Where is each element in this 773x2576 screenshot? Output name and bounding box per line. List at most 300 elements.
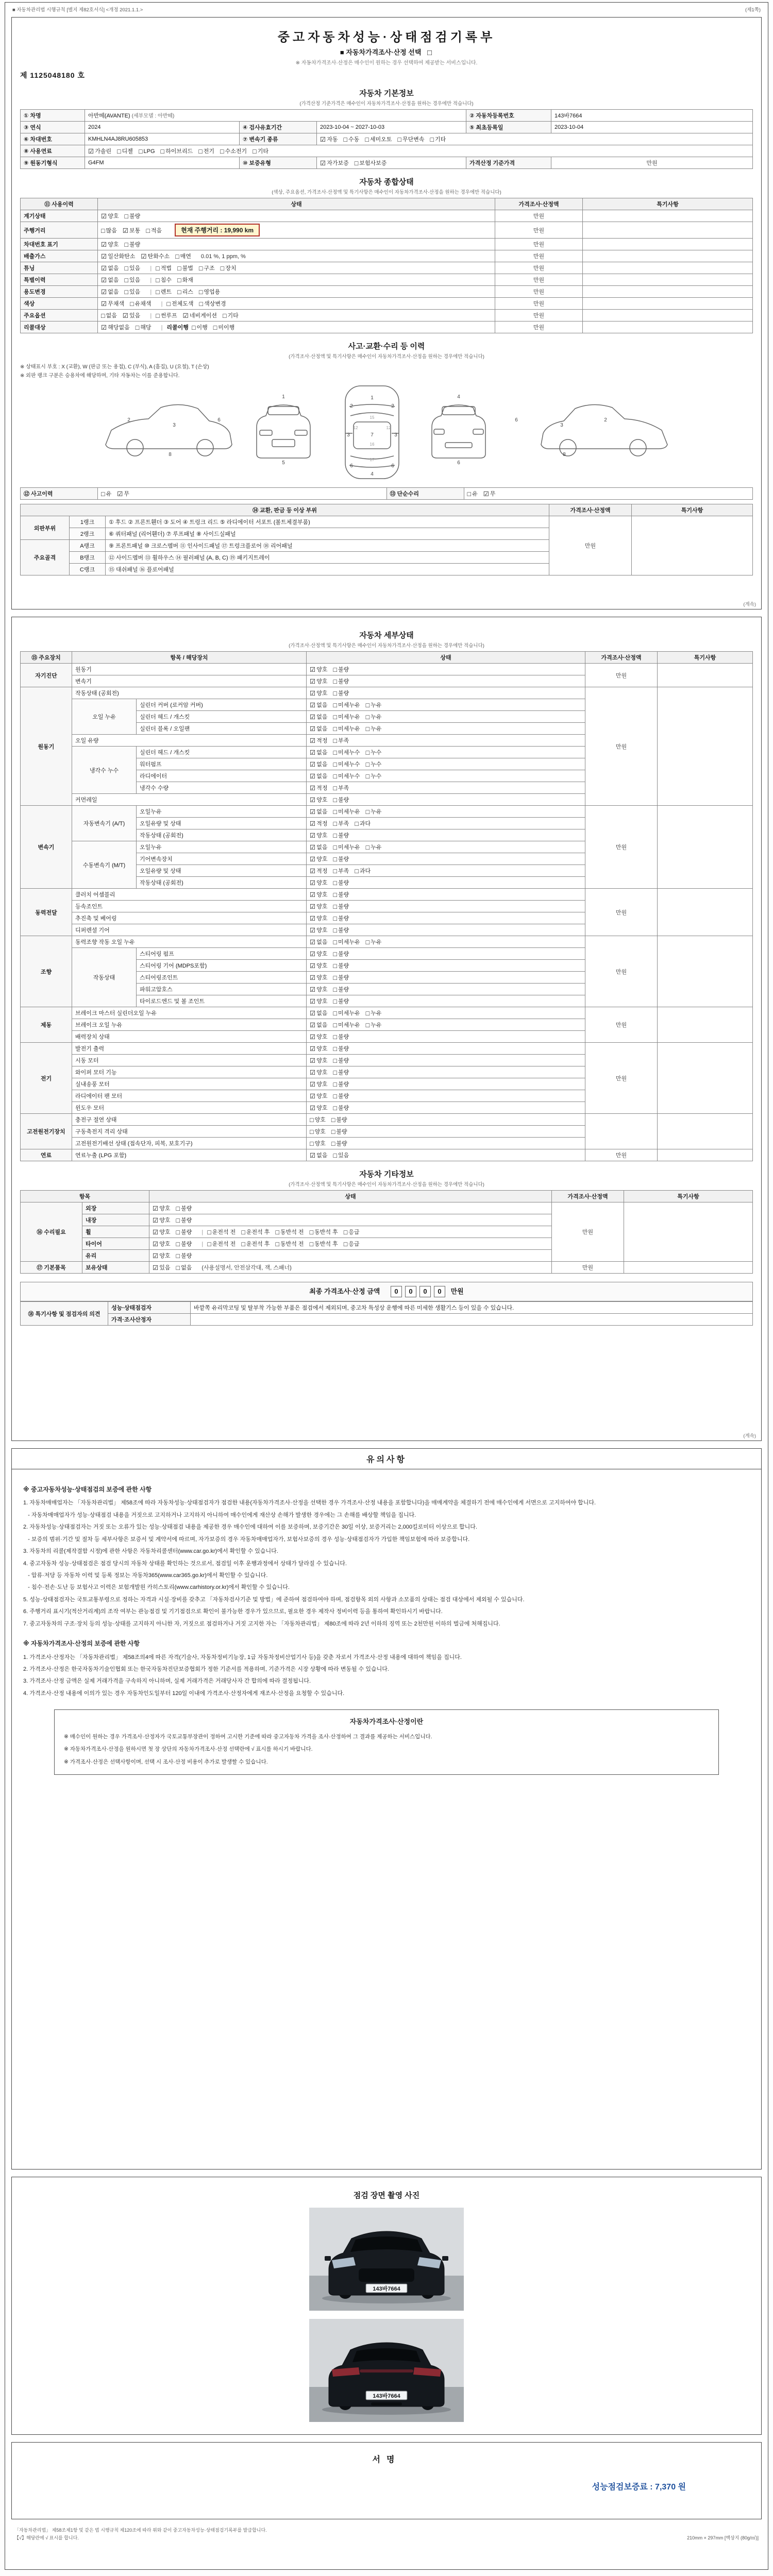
option-divider: | bbox=[201, 1241, 204, 1247]
checkbox-option[interactable] bbox=[310, 961, 327, 970]
checkbox-option[interactable] bbox=[333, 855, 349, 863]
unchecked-checkbox-icon: □ bbox=[333, 808, 338, 816]
checkbox-option[interactable] bbox=[366, 807, 382, 816]
price-adjust-cell: 만원 bbox=[585, 1149, 658, 1161]
checked-checkbox-icon: ☑ bbox=[310, 986, 316, 993]
opinion-text bbox=[191, 1314, 753, 1326]
checkbox-option[interactable] bbox=[430, 135, 446, 143]
column-header: 특기사항 bbox=[624, 1191, 753, 1202]
checkbox-option[interactable] bbox=[333, 677, 349, 685]
checkbox-option[interactable] bbox=[333, 736, 349, 744]
checkbox-option[interactable] bbox=[333, 973, 349, 981]
checkbox-option[interactable] bbox=[310, 938, 327, 946]
device-item-state bbox=[307, 782, 585, 794]
unchecked-checkbox-icon: □ bbox=[222, 312, 227, 319]
option-label: 없음 bbox=[316, 726, 328, 732]
checkbox-option[interactable] bbox=[241, 1240, 270, 1248]
option-label: 탄화수소 bbox=[147, 253, 170, 260]
misc-item-state bbox=[149, 1262, 552, 1274]
option-label: 불량 bbox=[338, 998, 349, 1005]
unchecked-checkbox-icon: □ bbox=[156, 289, 160, 296]
checkbox-option[interactable] bbox=[310, 902, 327, 910]
checkbox-option[interactable] bbox=[310, 1092, 327, 1100]
usage-history-row bbox=[21, 321, 753, 333]
unchecked-checkbox-icon: □ bbox=[333, 844, 338, 851]
checkbox-option[interactable] bbox=[310, 1139, 326, 1147]
checkbox-option[interactable] bbox=[355, 867, 371, 875]
final-price-band bbox=[20, 1282, 753, 1301]
device-item-label: 변속기 bbox=[72, 675, 307, 687]
checkbox-option[interactable] bbox=[124, 287, 140, 296]
checkbox-option[interactable] bbox=[333, 772, 360, 780]
checkbox-option[interactable] bbox=[176, 1251, 192, 1260]
option-label: 렌트 bbox=[160, 289, 172, 295]
unchecked-checkbox-icon: □ bbox=[333, 714, 338, 721]
notices-block bbox=[11, 1448, 762, 2170]
checkbox-option[interactable] bbox=[153, 1240, 170, 1248]
checkbox-option[interactable] bbox=[101, 489, 111, 498]
checkbox-option[interactable] bbox=[310, 736, 327, 744]
checkbox-option[interactable] bbox=[333, 701, 360, 709]
checked-checkbox-icon: ☑ bbox=[310, 868, 316, 875]
unchecked-checkbox-icon: □ bbox=[333, 974, 338, 981]
checkbox-option[interactable] bbox=[333, 1032, 349, 1041]
checkbox-option[interactable] bbox=[366, 1021, 382, 1029]
device-subgroup-label: 작동상태 bbox=[72, 948, 137, 1007]
svg-text:12: 12 bbox=[353, 426, 358, 430]
device-item-state bbox=[307, 1019, 585, 1031]
option-label: 있음 bbox=[129, 313, 141, 319]
option-label: 누수 bbox=[371, 750, 382, 756]
remark-cell bbox=[658, 687, 753, 806]
checkbox-option[interactable] bbox=[344, 1240, 360, 1248]
checkbox-option[interactable] bbox=[333, 665, 349, 673]
device-item-state bbox=[307, 1078, 585, 1090]
device-state-row bbox=[21, 936, 753, 948]
checkbox-option[interactable] bbox=[310, 1021, 327, 1029]
checkbox-option[interactable] bbox=[310, 950, 327, 958]
checkbox-option[interactable] bbox=[333, 867, 349, 875]
checkbox-option[interactable] bbox=[310, 997, 327, 1005]
checkbox-option[interactable] bbox=[123, 311, 140, 319]
checkbox-option[interactable] bbox=[177, 287, 193, 296]
checkbox-option[interactable] bbox=[176, 1228, 192, 1236]
checkbox-option[interactable] bbox=[397, 135, 424, 143]
option-note: ※ 자동차가격조사·산정은 매수인이 원하는 경우 선택하여 제공받는 서비스입니다. bbox=[295, 60, 478, 66]
price-adjust-cell: 만원 bbox=[495, 298, 583, 310]
device-item-state bbox=[307, 841, 585, 853]
unchecked-checkbox-icon: □ bbox=[207, 1229, 211, 1236]
option-label: 없음 bbox=[108, 265, 119, 272]
checkbox-option[interactable] bbox=[175, 252, 191, 260]
option-label: 기타 bbox=[435, 137, 446, 143]
checkbox-option[interactable] bbox=[333, 843, 360, 851]
checkbox-option[interactable] bbox=[124, 276, 140, 284]
price-adjust-cell: 만원 bbox=[549, 516, 632, 575]
usage-item-label: 튜닝 bbox=[21, 262, 98, 274]
unchecked-checkbox-icon: □ bbox=[101, 312, 105, 319]
option-label: 과다 bbox=[359, 821, 371, 827]
checkbox-option[interactable] bbox=[310, 807, 327, 816]
checkbox-option[interactable] bbox=[355, 819, 371, 827]
checkbox-option[interactable] bbox=[333, 1056, 349, 1064]
continue-marker: (계속) bbox=[743, 602, 756, 607]
checkbox-option[interactable] bbox=[310, 831, 327, 839]
checkbox-option[interactable] bbox=[146, 226, 162, 234]
checkbox-option[interactable] bbox=[101, 299, 124, 308]
checkbox-option[interactable] bbox=[333, 724, 360, 733]
price-survey-checkbox[interactable]: □ bbox=[427, 48, 432, 57]
checkbox-option[interactable] bbox=[366, 760, 382, 768]
inspection-fee bbox=[20, 2480, 753, 2492]
checkbox-option[interactable] bbox=[310, 855, 327, 863]
checkbox-option[interactable] bbox=[310, 1056, 327, 1064]
option-label: 양호 bbox=[316, 904, 328, 910]
table-row bbox=[21, 133, 753, 145]
checkbox-option[interactable] bbox=[124, 212, 140, 220]
checkbox-option[interactable] bbox=[101, 323, 130, 331]
checkbox-option[interactable] bbox=[366, 772, 382, 780]
svg-text:12: 12 bbox=[386, 426, 391, 430]
checkbox-option[interactable] bbox=[130, 299, 151, 308]
checkbox-option[interactable] bbox=[333, 997, 349, 1005]
checkbox-option[interactable] bbox=[241, 1228, 270, 1236]
option-label: 양호 bbox=[316, 1046, 328, 1052]
checkbox-option[interactable] bbox=[101, 287, 119, 296]
checkbox-option[interactable] bbox=[333, 878, 349, 887]
checkbox-option[interactable] bbox=[136, 323, 152, 331]
checkbox-option[interactable] bbox=[333, 1092, 349, 1100]
checkbox-option[interactable] bbox=[333, 831, 349, 839]
checkbox-option[interactable] bbox=[199, 264, 215, 272]
option-divider: | bbox=[150, 313, 152, 319]
checkbox-option[interactable] bbox=[333, 689, 349, 697]
checkbox-option[interactable] bbox=[366, 724, 382, 733]
checkbox-option[interactable] bbox=[117, 489, 129, 498]
checkbox-option[interactable] bbox=[117, 147, 133, 155]
checkbox-option[interactable] bbox=[333, 914, 349, 922]
device-item-label: 작동상태 (공회전) bbox=[72, 687, 307, 699]
option-label: 양호 bbox=[316, 690, 328, 697]
checkbox-option[interactable] bbox=[366, 843, 382, 851]
option-label: 미세누유 bbox=[338, 809, 360, 815]
checkbox-option[interactable] bbox=[333, 760, 360, 768]
option-label: 불량 bbox=[338, 892, 349, 898]
misc-item-state bbox=[149, 1202, 552, 1214]
checkbox-option[interactable] bbox=[101, 252, 135, 260]
checkbox-option[interactable] bbox=[123, 226, 140, 234]
checkbox-option[interactable] bbox=[310, 1044, 327, 1053]
price-adjust-cell: 만원 bbox=[585, 806, 658, 889]
option-label: 미이행 bbox=[218, 325, 235, 331]
unchecked-checkbox-icon: □ bbox=[355, 868, 359, 875]
svg-text:7: 7 bbox=[371, 432, 374, 438]
checkbox-option[interactable] bbox=[331, 1127, 347, 1136]
checkbox-option[interactable] bbox=[333, 890, 349, 899]
checkbox-option[interactable] bbox=[333, 961, 349, 970]
price-survey-option[interactable] bbox=[20, 47, 753, 57]
checkbox-option[interactable] bbox=[310, 784, 327, 792]
unchecked-checkbox-icon: □ bbox=[365, 714, 370, 721]
checkbox-option[interactable] bbox=[101, 226, 117, 234]
checked-checkbox-icon: ☑ bbox=[310, 1152, 316, 1159]
checkbox-option[interactable] bbox=[366, 713, 382, 721]
checkbox-option[interactable] bbox=[333, 807, 360, 816]
checkbox-option[interactable] bbox=[223, 311, 239, 319]
checkbox-option[interactable] bbox=[153, 1216, 170, 1224]
checkbox-option[interactable] bbox=[333, 950, 349, 958]
option-divider: | bbox=[161, 301, 163, 307]
checked-checkbox-icon: ☑ bbox=[310, 939, 316, 946]
checkbox-option[interactable] bbox=[366, 938, 382, 946]
checkbox-option[interactable] bbox=[310, 973, 327, 981]
photos-title: 점검 장면 촬영 사진 bbox=[353, 2191, 420, 2200]
checkbox-option[interactable] bbox=[177, 276, 193, 284]
checkbox-option[interactable] bbox=[310, 878, 327, 887]
misc-item-state bbox=[149, 1238, 552, 1250]
field-label: ④ 검사유효기간 bbox=[240, 122, 317, 133]
checkbox-option[interactable] bbox=[366, 1009, 382, 1017]
checkbox-option[interactable] bbox=[310, 713, 327, 721]
checkbox-option[interactable] bbox=[310, 689, 327, 697]
option-label: 불량 bbox=[338, 987, 349, 993]
checkbox-option[interactable] bbox=[366, 748, 382, 756]
checkbox-option[interactable] bbox=[310, 985, 327, 993]
option-label: 미세누유 bbox=[338, 714, 360, 720]
checkbox-option[interactable] bbox=[344, 1228, 360, 1236]
option-label: 적정 bbox=[316, 868, 328, 874]
checkbox-option[interactable] bbox=[192, 323, 208, 331]
simple-repair-label: ⑬ 단순수리 bbox=[386, 488, 464, 500]
checkbox-option[interactable] bbox=[310, 1115, 326, 1124]
checkbox-option[interactable] bbox=[156, 264, 172, 272]
option-label: 불량 bbox=[338, 1058, 349, 1064]
price-adjust-cell: 만원 bbox=[495, 250, 583, 262]
checkbox-option[interactable] bbox=[176, 1263, 192, 1272]
checkbox-option[interactable] bbox=[156, 276, 172, 284]
checkbox-option[interactable] bbox=[310, 867, 327, 875]
unchecked-checkbox-icon: □ bbox=[354, 160, 359, 167]
table-header-row bbox=[21, 652, 753, 664]
unchecked-checkbox-icon: □ bbox=[130, 300, 134, 308]
checkbox-option[interactable] bbox=[310, 914, 327, 922]
checkbox-option[interactable] bbox=[139, 148, 155, 155]
device-item-state bbox=[307, 1043, 585, 1055]
checkbox-option[interactable] bbox=[199, 299, 226, 308]
checkbox-option[interactable] bbox=[333, 1021, 360, 1029]
checkbox-option[interactable] bbox=[124, 240, 140, 248]
checkbox-option[interactable] bbox=[310, 772, 327, 780]
checked-checkbox-icon: ☑ bbox=[101, 213, 107, 220]
checkbox-option[interactable] bbox=[310, 1009, 327, 1017]
column-header: 가격조사·산정액 bbox=[585, 652, 658, 664]
checked-checkbox-icon: ☑ bbox=[310, 761, 316, 768]
checkbox-option[interactable] bbox=[101, 311, 117, 319]
notice-item: - 압류·저당 등 자동차 이력 및 등록 정보는 자동차365(www.car365.go.kr)에서 확인할 수 있습니다. bbox=[23, 1572, 268, 1579]
unchecked-checkbox-icon: □ bbox=[430, 136, 434, 143]
checkbox-option[interactable] bbox=[161, 147, 193, 155]
option-label: 없음 bbox=[316, 750, 328, 756]
unchecked-checkbox-icon: □ bbox=[333, 1033, 338, 1041]
notice-item: - 침수·전손·도난 등 보험사고 이력은 보험개발원 카히스토리(www.carhistory.or.kr)에서 확인할 수 있습니다. bbox=[23, 1584, 290, 1591]
checkbox-option[interactable] bbox=[220, 147, 247, 155]
checkbox-option[interactable] bbox=[310, 1127, 326, 1136]
unchecked-checkbox-icon: □ bbox=[333, 702, 338, 709]
checkbox-option[interactable] bbox=[310, 760, 327, 768]
checked-checkbox-icon: ☑ bbox=[310, 785, 316, 792]
checkbox-option[interactable] bbox=[101, 240, 119, 248]
checkbox-option[interactable] bbox=[310, 1080, 327, 1088]
checkbox-option[interactable] bbox=[101, 212, 119, 220]
option-label: 없음 bbox=[108, 277, 119, 283]
checkbox-option[interactable] bbox=[199, 287, 220, 296]
checked-checkbox-icon: ☑ bbox=[141, 253, 147, 260]
checkbox-option[interactable] bbox=[310, 724, 327, 733]
checkbox-option[interactable] bbox=[333, 926, 349, 934]
checkbox-option[interactable] bbox=[333, 1080, 349, 1088]
checkbox-option[interactable] bbox=[153, 1228, 170, 1236]
checkbox-option[interactable] bbox=[183, 311, 217, 319]
checkbox-option[interactable] bbox=[467, 489, 478, 498]
remark-cell bbox=[658, 664, 753, 687]
checked-checkbox-icon: ☑ bbox=[310, 832, 316, 839]
checkbox-option[interactable] bbox=[333, 748, 360, 756]
unchecked-checkbox-icon: □ bbox=[124, 241, 129, 248]
misc-item-label: 외장 bbox=[82, 1202, 149, 1214]
option-label: 있음 bbox=[338, 1153, 349, 1159]
checkbox-option[interactable] bbox=[176, 1240, 192, 1248]
checkbox-option[interactable] bbox=[310, 1104, 327, 1112]
unchecked-checkbox-icon: □ bbox=[166, 300, 171, 308]
option-label: 불량 bbox=[336, 1141, 347, 1147]
option-label: 네비게이션 bbox=[189, 313, 217, 319]
unchecked-checkbox-icon: □ bbox=[241, 1241, 245, 1248]
checkbox-option[interactable] bbox=[333, 985, 349, 993]
checkbox-option[interactable] bbox=[207, 1228, 236, 1236]
checkbox-option[interactable] bbox=[141, 252, 170, 260]
checked-checkbox-icon: ☑ bbox=[182, 312, 189, 319]
vehicle-name-value bbox=[85, 110, 466, 122]
checkbox-option[interactable] bbox=[213, 323, 234, 331]
checkbox-option[interactable] bbox=[310, 1032, 327, 1041]
opinion-row bbox=[21, 1314, 753, 1326]
device-item-label: 추진축 및 베어링 bbox=[72, 912, 307, 924]
option-label: 불량 bbox=[338, 927, 349, 934]
device-subgroup-label: 자동변속기 (A/T) bbox=[72, 806, 137, 841]
checkbox-option[interactable] bbox=[310, 926, 327, 934]
option-label: 전기 bbox=[203, 148, 215, 155]
checkbox-option[interactable] bbox=[310, 843, 327, 851]
checkbox-option[interactable] bbox=[153, 1204, 170, 1212]
checkbox-option[interactable] bbox=[333, 1151, 349, 1159]
checkbox-option[interactable] bbox=[310, 890, 327, 899]
option-label: 불량 bbox=[338, 667, 349, 673]
checkbox-option[interactable] bbox=[483, 489, 496, 498]
checkbox-option[interactable] bbox=[320, 159, 349, 167]
checkbox-option[interactable] bbox=[333, 784, 349, 792]
checkbox-option[interactable] bbox=[177, 264, 193, 272]
checkbox-option[interactable] bbox=[253, 147, 268, 155]
vehicle-submodel: (세부모델 : 아반떼) bbox=[131, 113, 175, 119]
checkbox-option[interactable] bbox=[333, 1009, 360, 1017]
checkbox-option[interactable] bbox=[156, 311, 177, 319]
checkbox-option[interactable] bbox=[333, 713, 360, 721]
checkbox-option[interactable] bbox=[153, 1251, 170, 1260]
checkbox-option[interactable] bbox=[88, 147, 111, 155]
measured-value: 0.01 %, 1 ppm, % bbox=[200, 253, 246, 260]
checkbox-option[interactable] bbox=[333, 1068, 349, 1076]
checkbox-option[interactable] bbox=[320, 135, 338, 143]
continue-marker: (계속) bbox=[743, 1433, 756, 1439]
checkbox-option[interactable] bbox=[166, 299, 193, 308]
checkbox-option[interactable] bbox=[310, 1240, 338, 1248]
checkbox-option[interactable] bbox=[221, 264, 237, 272]
checkbox-option[interactable] bbox=[333, 902, 349, 910]
checkbox-option[interactable] bbox=[331, 1139, 347, 1147]
checkbox-option[interactable] bbox=[101, 264, 119, 272]
checkbox-option[interactable] bbox=[333, 938, 360, 946]
checkbox-option[interactable] bbox=[207, 1240, 236, 1248]
checkbox-option[interactable] bbox=[310, 701, 327, 709]
checkbox-option[interactable] bbox=[275, 1240, 304, 1248]
option-label: 구조 bbox=[204, 265, 215, 272]
usage-item-label: 색상 bbox=[21, 298, 98, 310]
checkbox-option[interactable] bbox=[343, 135, 359, 143]
checkbox-option[interactable] bbox=[333, 1104, 349, 1112]
checkbox-option[interactable] bbox=[365, 135, 392, 143]
checked-checkbox-icon: ☑ bbox=[310, 749, 316, 756]
checkbox-option[interactable] bbox=[355, 159, 387, 167]
checkbox-option[interactable] bbox=[331, 1115, 347, 1124]
option-label: 양호 bbox=[316, 1105, 328, 1111]
misc-item-label: 유리 bbox=[82, 1250, 149, 1262]
checkbox-option[interactable] bbox=[176, 1204, 192, 1212]
option-label: 미세누유 bbox=[338, 1022, 360, 1028]
checkbox-option[interactable] bbox=[310, 795, 327, 804]
checkbox-option[interactable] bbox=[310, 748, 327, 756]
option-label: 양호 bbox=[316, 975, 328, 981]
svg-text:8: 8 bbox=[169, 452, 172, 457]
checkbox-option[interactable] bbox=[333, 819, 349, 827]
checkbox-option[interactable] bbox=[310, 665, 327, 673]
checkbox-option[interactable] bbox=[124, 264, 140, 272]
svg-text:1: 1 bbox=[282, 394, 285, 400]
checkbox-option[interactable] bbox=[156, 287, 172, 296]
checkbox-option[interactable] bbox=[310, 677, 327, 685]
checkbox-option[interactable] bbox=[198, 147, 214, 155]
checkbox-option[interactable] bbox=[310, 1228, 338, 1236]
remark-cell bbox=[658, 806, 753, 889]
checkbox-option[interactable] bbox=[310, 819, 327, 827]
checkbox-option[interactable] bbox=[333, 1044, 349, 1053]
option-label: 누수 bbox=[371, 773, 382, 779]
option-label: 누유 bbox=[371, 809, 382, 815]
option-label: 불량 bbox=[338, 904, 349, 910]
usage-item-label: 용도변경 bbox=[21, 286, 98, 298]
checkbox-option[interactable] bbox=[310, 1151, 327, 1159]
checkbox-option[interactable] bbox=[310, 1068, 327, 1076]
checkbox-option[interactable] bbox=[275, 1228, 304, 1236]
option-label: 이행 bbox=[196, 325, 208, 331]
checkbox-option[interactable] bbox=[176, 1216, 192, 1224]
option-label: 없음 bbox=[316, 702, 328, 708]
checkbox-option[interactable] bbox=[333, 795, 349, 804]
unchecked-checkbox-icon: □ bbox=[343, 1229, 348, 1236]
checkbox-option[interactable] bbox=[153, 1263, 170, 1272]
checkbox-option[interactable] bbox=[101, 276, 119, 284]
checkbox-option[interactable] bbox=[366, 701, 382, 709]
column-header: 상태 bbox=[149, 1191, 552, 1202]
